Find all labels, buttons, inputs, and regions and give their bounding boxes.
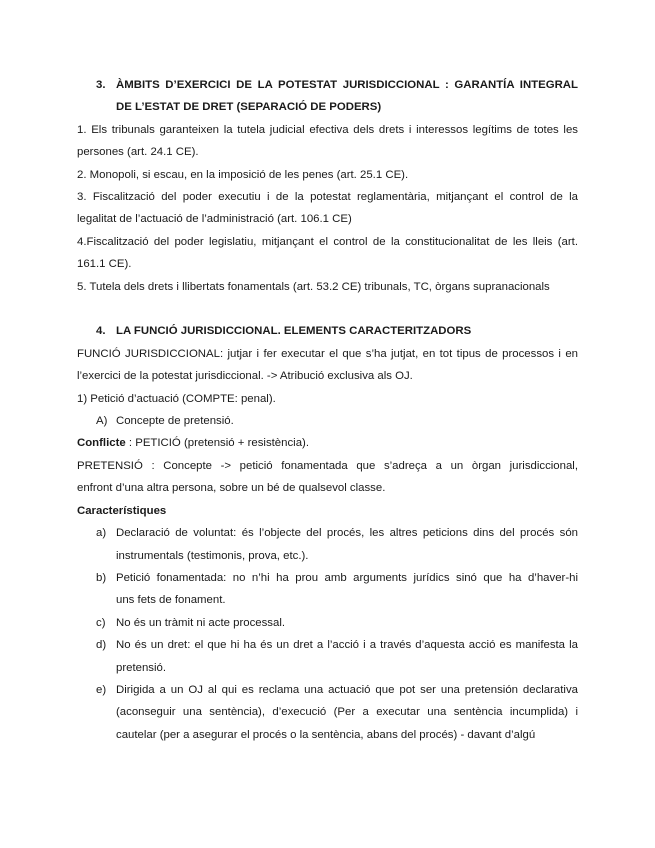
list-marker: a)	[96, 527, 107, 540]
conflicte-text: : PETICIÓ (pretensió + resistència).	[125, 437, 309, 450]
section-3-title-line1: ÀMBITS D’EXERCICI DE LA POTESTAT JURISDICCIONAL : GARANTÍA INTEGRAL	[116, 79, 578, 91]
section-3-item-1-line2: persones (art. 24.1 CE).	[77, 146, 199, 159]
list-item-d-cont: pretensió.	[116, 661, 167, 674]
list-item-d	[77, 634, 578, 656]
list-item-b-cont: uns fets de fonament.	[116, 594, 226, 607]
definition-line2: l’exercici de la potestat jurisdiccional. -> Atribució exclusiva als OJ.	[77, 370, 413, 383]
section-3-item-3-line2: legalitat de l’actuació de l’administració (art. 106.1 CE)	[77, 213, 352, 226]
list-marker: d)	[96, 639, 107, 652]
section-3-item-5: 5. Tutela dels drets i llibertats fonamentals (art. 53.2 CE) tribunals, TC, òrgans supranacionals	[77, 280, 550, 293]
definition-line1: FUNCIÓ JURISDICCIONAL: jutjar i fer executar el que s’ha jutjat, en tot tipus de processos i en	[77, 347, 578, 360]
pretensio-line2: enfront d’una altra persona, sobre un bé de qualsevol classe.	[77, 482, 386, 495]
peticio-actuacio: 1) Petició d’actuació (COMPTE: penal).	[77, 392, 276, 405]
conflicte-label: Conflicte	[77, 437, 126, 450]
concept-text: Concepte de pretensió.	[116, 415, 234, 428]
pretensio-line1: PRETENSIÓ : Concepte -> petició fonamentada que s’adreça a un òrgan jurisdiccional,	[77, 459, 578, 472]
list-item-text: Dirigida a un OJ al qui es reclama una actuació que pot ser una pretensión declarativa	[116, 683, 578, 696]
list-marker: c)	[96, 616, 106, 629]
section-3-title-line2: DE L’ESTAT DE DRET (SEPARACIÓ DE PODERS)	[116, 101, 382, 114]
list-item-a	[77, 522, 578, 544]
list-item-text: No és un dret: el que hi ha és un dret a l’acció i a través d’aquesta acció es manifesta la	[116, 639, 578, 652]
section-3-item-4-line2: 161.1 CE).	[77, 258, 132, 271]
list-item-text: Declaració de voluntat: és l’objecte del procés, les altres peticions dins del procés són	[116, 527, 578, 540]
list-item-c	[77, 612, 578, 634]
concept-marker: A)	[96, 415, 108, 428]
section-3-item-2: 2. Monopoli, si escau, en la imposició de les penes (art. 25.1 CE).	[77, 168, 409, 181]
section-3-item-3-line1: 3. Fiscalització del poder executiu i de la potestat reglamentària, mitjançant el control de la	[77, 191, 578, 204]
list-marker: b)	[96, 571, 107, 584]
section-3-item-1-line1: 1. Els tribunals garanteixen la tutela judicial efectiva dels drets i interessos legítims de totes les	[77, 123, 578, 136]
section-4-heading	[77, 320, 578, 342]
section-3-heading	[77, 74, 578, 96]
list-item-e	[77, 679, 578, 701]
document-content	[77, 74, 578, 746]
section-3-item-4-line1: 4.Fiscalització del poder legislatiu, mitjançant el control de la constitucionalitat de les lleis (art.	[77, 235, 578, 248]
list-item-text: No és un tràmit ni acte processal.	[116, 616, 286, 629]
list-marker: e)	[96, 683, 107, 696]
conflicte-line	[77, 432, 578, 454]
section-4-number: 4.	[96, 325, 106, 338]
list-item-text: Petició fonamentada: no n’hi ha prou amb arguments jurídics sinó que ha d’haver-hi	[116, 571, 578, 584]
section-3-number: 3.	[96, 79, 106, 91]
list-item-e-cont-2: cautelar (per a asegurar el procés o la sentència, abans del procés) - davant d’algú	[116, 728, 536, 741]
list-item-b	[77, 567, 578, 589]
concept-item	[77, 410, 578, 432]
list-item-e-cont-1: (aconseguir una sentència), d’execució (Per a executar una sentència incumplida) i	[116, 706, 578, 719]
caracteristiques-title: Característiques	[77, 504, 167, 517]
section-4-title: LA FUNCIÓ JURISDICCIONAL. ELEMENTS CARACTERITZADORS	[116, 325, 472, 338]
list-item-a-cont: instrumentals (testimonis, prova, etc.).	[116, 549, 309, 562]
